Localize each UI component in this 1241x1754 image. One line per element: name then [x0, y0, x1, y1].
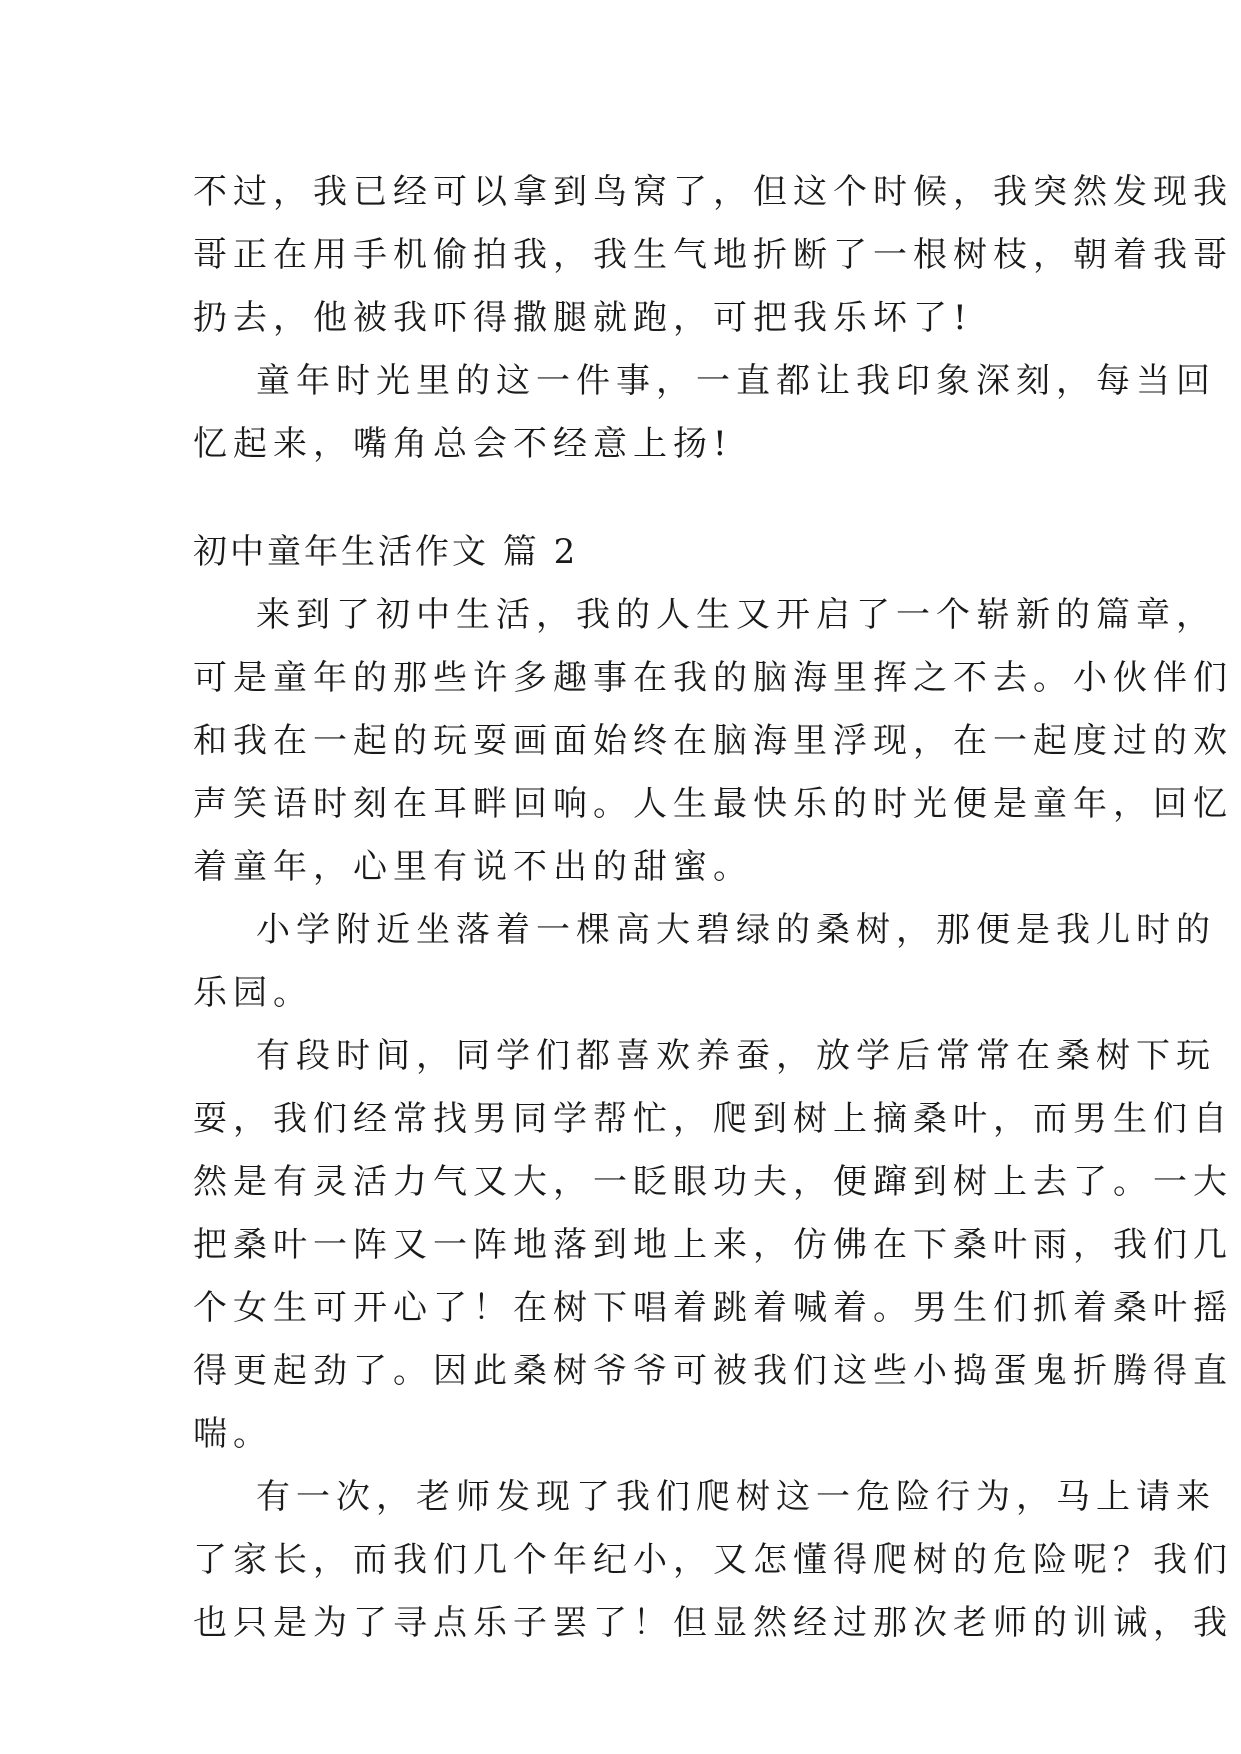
text-line: 个女生可开心了！在树下唱着跳着喊着。男生们抓着桑叶摇 [193, 1288, 1233, 1328]
section-gap [193, 476, 1043, 521]
text-line: 耍，我们经常找男同学帮忙，爬到树上摘桑叶，而男生们自 [193, 1099, 1233, 1139]
text-line: 哥正在用手机偷拍我，我生气地折断了一根树枝，朝着我哥 [193, 235, 1233, 275]
text-line: 声笑语时刻在耳畔回响。人生最快乐的时光便是童年，回忆 [193, 784, 1233, 824]
paragraph [193, 350, 1216, 476]
paragraph [193, 161, 1233, 350]
text-line: 小学附近坐落着一棵高大碧绿的桑树，那便是我儿时的 [256, 910, 1216, 950]
text-line: 把桑叶一阵又一阵地落到地上来，仿佛在下桑叶雨，我们几 [193, 1225, 1233, 1265]
text-line: 来到了初中生活，我的人生又开启了一个崭新的篇章， [256, 595, 1216, 635]
text-line: 有一次，老师发现了我们爬树这一危险行为，马上请来 [256, 1477, 1216, 1517]
paragraph [193, 899, 1216, 1025]
text-line: 然是有灵活力气又大，一眨眼功夫，便蹿到树上去了。一大 [193, 1162, 1233, 1202]
text-line: 喘。 [193, 1414, 273, 1454]
text-line: 乐园。 [193, 973, 313, 1013]
text-line: 和我在一起的玩耍画面始终在脑海里浮现，在一起度过的欢 [193, 721, 1233, 761]
text-line: 童年时光里的这一件事，一直都让我印象深刻，每当回 [256, 361, 1216, 401]
text-line: 了家长，而我们几个年纪小，又怎懂得爬树的危险呢？我们 [193, 1540, 1233, 1580]
paragraph [193, 584, 1233, 899]
paragraph [193, 1025, 1233, 1466]
text-line: 着童年，心里有说不出的甜蜜。 [193, 847, 753, 887]
text-line: 得更起劲了。因此桑树爷爷可被我们这些小捣蛋鬼折腾得直 [193, 1351, 1233, 1391]
section-heading: 初中童年生活作文 篇 2 [193, 532, 579, 572]
text-line: 忆起来，嘴角总会不经意上扬! [193, 424, 733, 464]
document-body [193, 161, 1233, 1655]
text-line: 扔去，他被我吓得撒腿就跑，可把我乐坏了! [193, 298, 973, 338]
text-line: 不过，我已经可以拿到鸟窝了，但这个时候，我突然发现我 [193, 172, 1233, 212]
text-line: 有段时间，同学们都喜欢养蚕，放学后常常在桑树下玩 [256, 1036, 1216, 1076]
text-line: 可是童年的那些许多趣事在我的脑海里挥之不去。小伙伴们 [193, 658, 1233, 698]
text-line: 也只是为了寻点乐子罢了！但显然经过那次老师的训诫，我 [193, 1603, 1233, 1643]
paragraph [193, 1466, 1233, 1655]
